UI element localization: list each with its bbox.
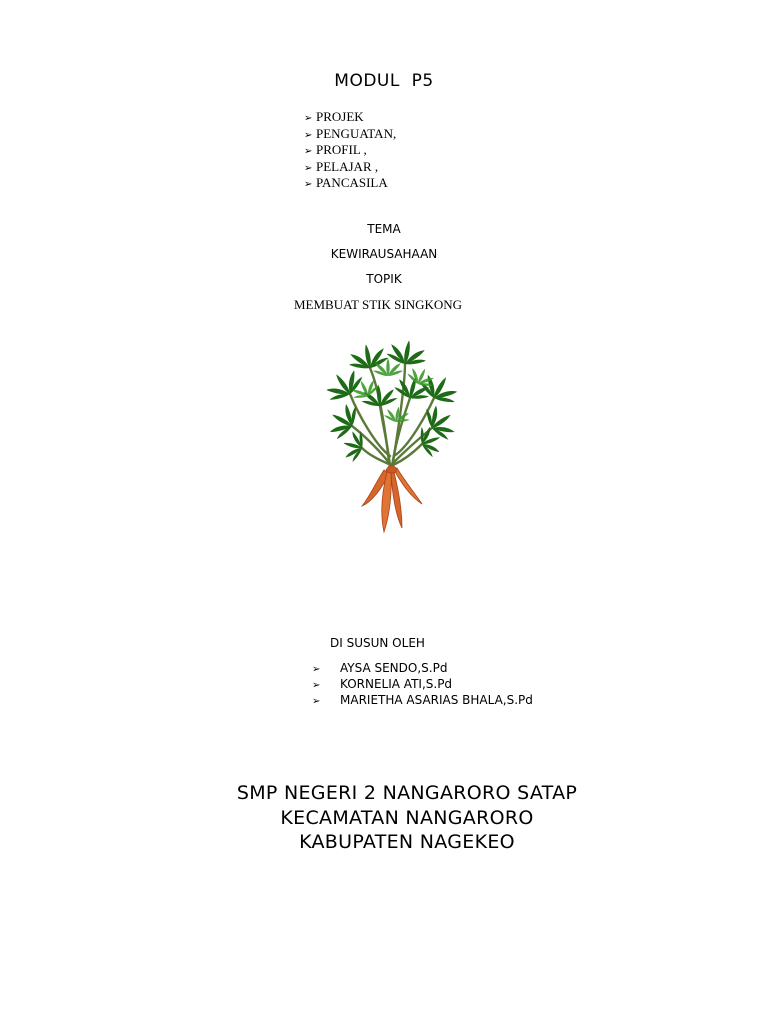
arrow-bullet-icon: ➢ [304, 113, 313, 124]
list-item: ➢ AYSA SENDO,S.Pd [312, 661, 448, 675]
arrow-bullet-icon: ➢ [304, 129, 313, 141]
topik-label: TOPIK [366, 272, 402, 286]
document-title: MODUL P5 [334, 71, 434, 91]
cassava-plant-icon [310, 336, 470, 546]
arrow-bullet-icon: ➢ [312, 696, 321, 707]
school-district: KECAMATAN NANGARORO [280, 806, 534, 829]
list-item: ➢ PANCASILA [304, 176, 396, 193]
topik-value: MEMBUAT STIK SINGKONG [293, 297, 463, 312]
arrow-bullet-icon: ➢ [312, 664, 321, 675]
arrow-bullet-icon: ➢ [304, 162, 313, 174]
list-item: ➢ KORNELIA ATI,S.Pd [312, 677, 453, 691]
arrow-bullet-icon: ➢ [304, 146, 313, 158]
authored-by-label: DI SUSUN OLEH [330, 636, 425, 650]
school-regency: KABUPATEN NAGEKEO [299, 831, 515, 853]
list-item: ➢ MARIETHA ASARIAS BHALA,S.Pd [312, 693, 533, 707]
list-item: ➢ PROFIL , [304, 143, 396, 160]
tema-label: TEMA [367, 222, 401, 236]
project-words-list [304, 110, 396, 193]
list-item: ➢ PENGUATAN, [304, 127, 396, 144]
list-item: ➢ PROJEK [304, 110, 396, 127]
school-name: SMP NEGERI 2 NANGARORO SATAP [236, 782, 578, 804]
tema-value: KEWIRAUSAHAAN [330, 247, 438, 261]
list-item: ➢ PELAJAR , [304, 160, 396, 177]
arrow-bullet-icon: ➢ [312, 680, 321, 691]
arrow-bullet-icon: ➢ [304, 179, 313, 191]
authors-list [312, 661, 533, 709]
school-block [0, 781, 768, 855]
